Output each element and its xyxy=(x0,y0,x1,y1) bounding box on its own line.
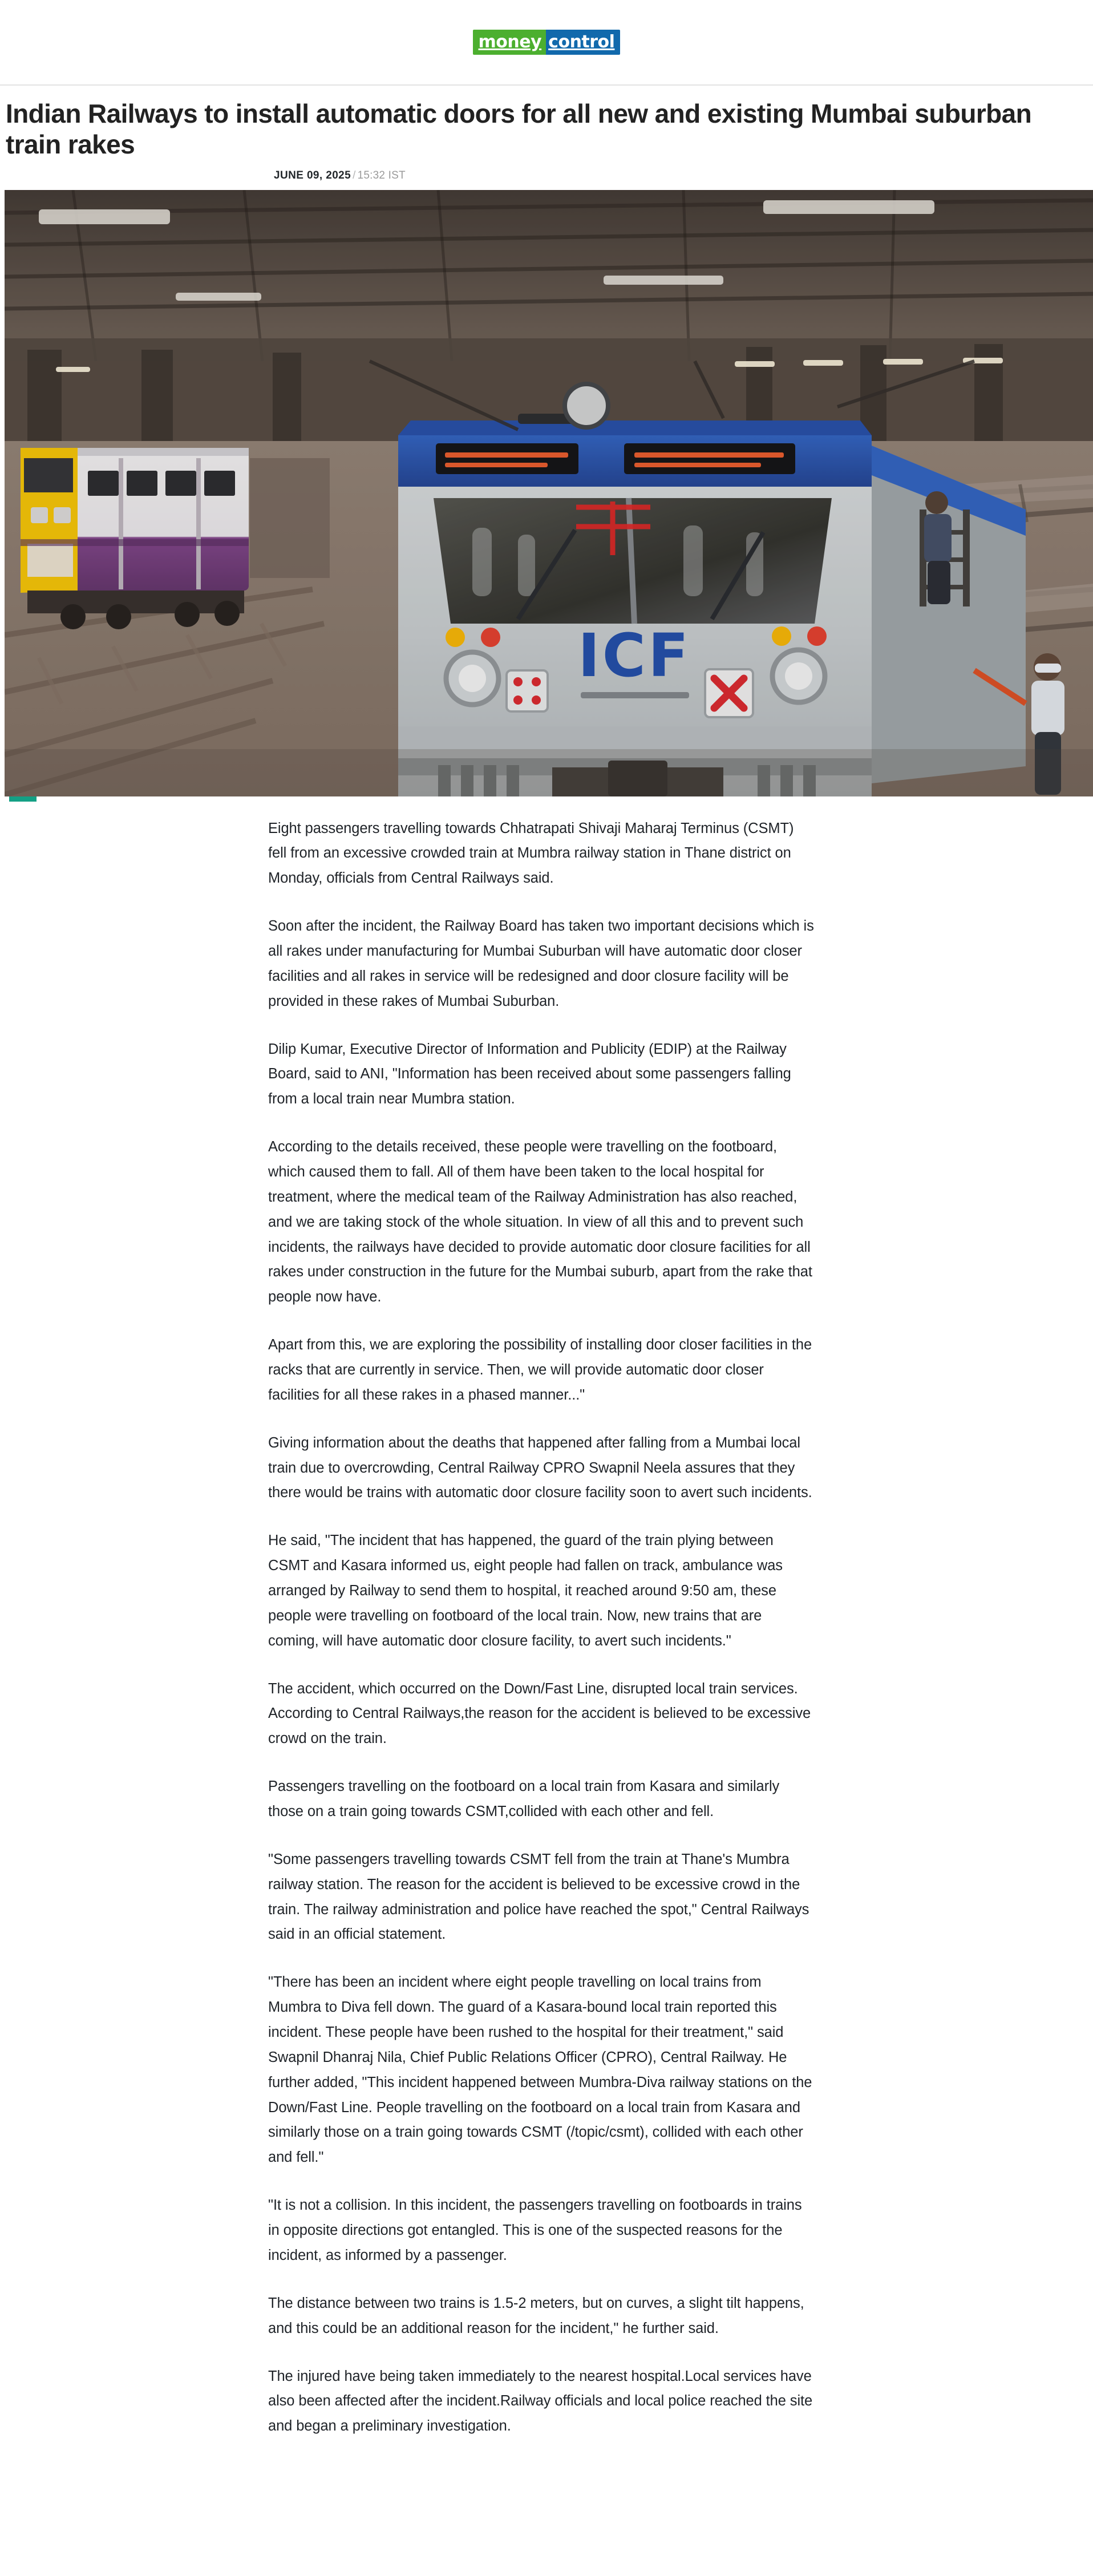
publish-time: 15:32 IST xyxy=(357,169,406,181)
article-paragraph: The accident, which occurred on the Down/Fast Line, disrupted local train services. According to Central Railways,the reason for the accident is believed to be excessive crowd on the train. xyxy=(268,1680,811,1747)
article-dateline xyxy=(274,169,1085,182)
article-paragraph: The distance between two trains is 1.5-2 meters, but on curves, a slight tilt happens, and this could be an additional reason for the incident," he further said. xyxy=(268,2295,804,2336)
article-paragraph: Eight passengers travelling towards Chhatrapati Shivaji Maharaj Terminus (CSMT) fell from an excessive crowded train at Mumbra railway station in Thane district on Monday, officials from Central Railways said. xyxy=(268,820,794,887)
hero-illustration xyxy=(5,190,1093,796)
article-headline: Indian Railways to install automatic doors for all new and existing Mumbai suburban train rakes xyxy=(6,99,1032,160)
article-paragraph: According to the details received, these people were travelling on the footboard, which caused them to fall. All of them have been taken to the local hospital for treatment, where the medical team of the Railway Administration has also reached, and we are taking stock of the whole situation. In view of all this and to prevent such incidents, the railways have decided to provide automatic door closure facilities for all rakes under construction in the future for the Mumbai suburb, apart from the rake that people now have. xyxy=(268,1139,812,1305)
svg-text:ICF: ICF xyxy=(577,620,691,690)
image-accent-bar xyxy=(9,796,37,802)
dateline-separator: / xyxy=(353,169,356,181)
article-paragraph: Soon after the incident, the Railway Board has taken two important decisions which is all rakes under manufacturing for Mumbai Suburban will have automatic door closer facilities and all rakes in service will be redesigned and door closure facility will be provided in these rakes of Mumbai Suburban. xyxy=(268,918,814,1009)
article-paragraph: "It is not a collision. In this incident, the passengers travelling on footboards in trains in opposite directions got entangled. This is one of the suspected reasons for the incident, as informed by a passenger. xyxy=(268,2197,802,2263)
article-paragraph: Dilip Kumar, Executive Director of Information and Publicity (EDIP) at the Railway Board, said to ANI, "Information has been received about some passengers falling from a local train near Mumbra station. xyxy=(268,1041,791,1107)
moneycontrol-logo[interactable] xyxy=(473,30,621,55)
headline-section xyxy=(0,86,1093,182)
article-hero-image xyxy=(5,190,1093,796)
logo-text-control: control xyxy=(546,30,620,55)
article-paragraph: "Some passengers travelling towards CSMT fell from the train at Thane's Mumbra railway station. The reason for the accident is believed to be excessive crowd in the train. The railway administration and police have reached the spot," Central Railways said in an official statement. xyxy=(268,1851,809,1943)
site-masthead xyxy=(0,0,1093,86)
publish-date: JUNE 09, 2025 xyxy=(274,169,351,181)
article-paragraph: Passengers travelling on the footboard on a local train from Kasara and similarly those on a train going towards CSMT,collided with each other and fell. xyxy=(268,1778,780,1820)
hero-image-block xyxy=(0,190,1093,802)
article-paragraph: Apart from this, we are exploring the possibility of installing door closer facilities in the racks that are currently in service. Then, we will provide automatic door closer facilities for all these rakes in a phased manner..." xyxy=(268,1337,812,1403)
article-paragraph: "There has been an incident where eight people travelling on local trains from Mumbra to Diva fell down. The guard of a Kasara-bound local train reported this incident. These people have been rushed to the hospital for their treatment," said Swapnil Dhanraj Nila, Chief Public Relations Officer (CPRO), Central Railway. He further added, "This incident happened between Mumbra-Diva railway stations on the Down/Fast Line. People travelling on the footboard on a local train from Kasara and similarly those on a train going towards CSMT (/topic/csmt), collided with each other and fell." xyxy=(268,1974,812,2166)
article-paragraph: Giving information about the deaths that happened after falling from a Mumbai local train due to overcrowding, Central Railway CPRO Swapnil Neela assures that they there would be trains with automatic door closure facility soon to avert such incidents. xyxy=(268,1434,812,1501)
article-paragraph: He said, "The incident that has happened, the guard of the train plying between CSMT and Kasara informed us, eight people had fallen on track, ambulance was arranged by Railway to send them to hospital, it reached around 9:50 am, these people were travelling on footboard of the local train. Now, new trains that are coming, will have automatic door closure facility, to avert such incidents." xyxy=(268,1532,783,1649)
article-paragraph: The injured have being taken immediately to the nearest hospital.Local services have also been affected after the incident.Railway officials and local police reached the site and began a preliminary investigation. xyxy=(268,2368,813,2435)
logo-text-money: money xyxy=(473,30,546,55)
article-body xyxy=(0,816,1093,2462)
